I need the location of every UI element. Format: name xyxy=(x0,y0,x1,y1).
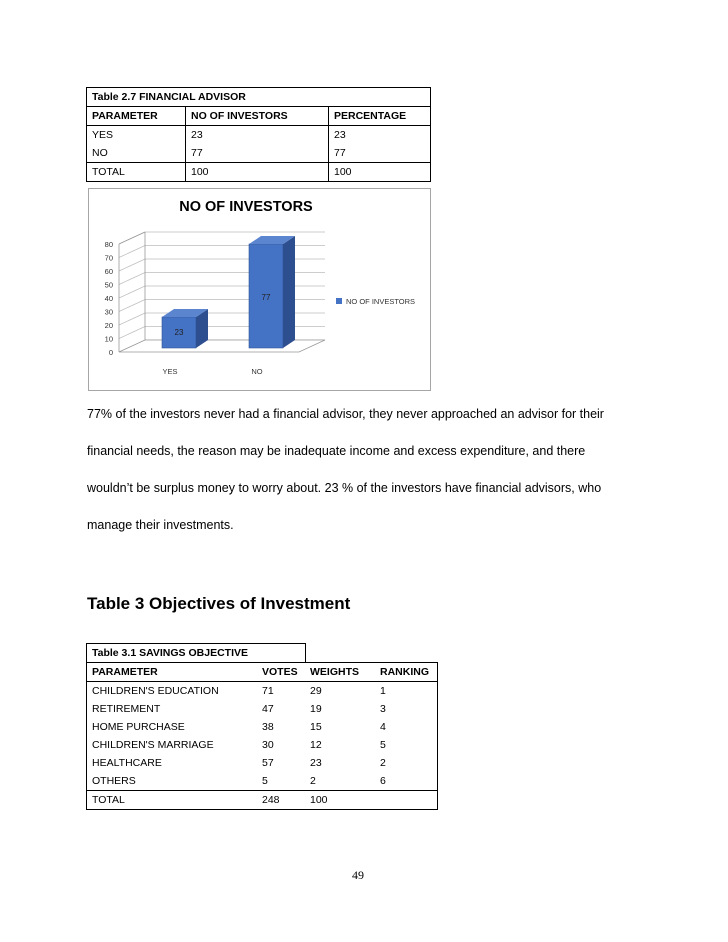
table-cell: 29 xyxy=(310,685,322,697)
paragraph-line: 77% of the investors never had a financial advisor, they never approached an advisor for their xyxy=(87,407,604,421)
table-cell: NO xyxy=(87,144,186,163)
table-row xyxy=(87,126,431,145)
table-cell: 23 xyxy=(310,757,322,769)
y-tick-label: 40 xyxy=(104,294,113,303)
table-cell: OTHERS xyxy=(87,772,258,791)
table-cell xyxy=(375,791,438,810)
y-tick-label: 0 xyxy=(108,348,113,357)
table-total-row xyxy=(87,791,438,810)
table-cell: CHILDREN'S EDUCATION xyxy=(87,682,258,701)
table-header-row xyxy=(87,663,438,682)
y-tick-label: 50 xyxy=(104,280,113,290)
table-row xyxy=(87,144,431,163)
table-cell: CHILDREN'S MARRIAGE xyxy=(87,736,258,754)
table-row xyxy=(87,754,438,772)
table-cell: TOTAL xyxy=(87,163,186,182)
paragraph-line: wouldn’t be surplus money to worry about. 23 % of the investors have financial advisors, who xyxy=(87,481,602,495)
table-cell: TOTAL xyxy=(87,791,258,810)
table-cell: 1 xyxy=(375,682,438,701)
bar-side xyxy=(283,236,295,348)
table-cell: 248 xyxy=(257,791,305,810)
table-cell: 38 xyxy=(262,721,274,733)
table-row xyxy=(87,682,438,701)
y-tick-label: 30 xyxy=(104,307,113,317)
table-cell: YES xyxy=(87,126,186,145)
table-cell: 100 xyxy=(329,163,431,182)
paragraph-line: financial needs, the reason may be inadequate income and excess expenditure, and there xyxy=(87,444,586,458)
table-cell: 77 xyxy=(334,147,346,159)
data-label: 23 xyxy=(174,327,184,337)
table-row xyxy=(87,700,438,718)
table-cell: 47 xyxy=(262,703,274,715)
table-row xyxy=(87,772,438,791)
table-cell: 2 xyxy=(375,754,438,772)
table-body xyxy=(87,682,438,791)
header-cell: NO OF INVESTORS xyxy=(186,107,329,126)
table-title-row xyxy=(87,88,431,107)
x-tick-label: NO xyxy=(251,367,263,376)
header-cell: WEIGHTS xyxy=(305,663,375,682)
paragraph-financial-advisor xyxy=(87,396,641,544)
table-financial-advisor xyxy=(86,87,431,182)
table-title: Table 2.7 FINANCIAL ADVISOR xyxy=(92,91,246,103)
header-cell: PERCENTAGE xyxy=(329,107,431,126)
table-cell: 30 xyxy=(262,739,274,751)
table-cell: HEALTHCARE xyxy=(87,754,258,772)
y-tick-label: 10 xyxy=(104,334,113,344)
table-row xyxy=(87,718,438,736)
legend-swatch xyxy=(336,298,342,304)
table-cell: 15 xyxy=(310,721,322,733)
chart-title: NO OF INVESTORS xyxy=(179,199,313,215)
table-cell: 12 xyxy=(310,739,322,751)
data-label: 77 xyxy=(261,293,271,302)
table-row xyxy=(87,736,438,754)
table-cell: HOME PURCHASE xyxy=(87,718,258,736)
chart-floor xyxy=(119,340,325,352)
y-tick-label: 60 xyxy=(104,267,113,276)
table-cell: 3 xyxy=(375,700,438,718)
table-cell: 4 xyxy=(375,718,438,736)
table-cell: 57 xyxy=(262,757,274,769)
header-cell: PARAMETER xyxy=(87,107,186,126)
header-cell: VOTES xyxy=(257,663,305,682)
investors-bar-chart xyxy=(88,188,431,391)
table-cell: 77 xyxy=(186,144,329,163)
header-cell: PARAMETER xyxy=(87,663,258,682)
table-cell: 5 xyxy=(262,775,268,787)
table-title: Table 3.1 SAVINGS OBJECTIVE xyxy=(87,644,306,663)
y-tick-label: 70 xyxy=(104,253,113,263)
y-tick-label: 20 xyxy=(104,321,113,330)
table-cell: 2 xyxy=(310,775,316,787)
table-cell: 100 xyxy=(305,791,375,810)
table-header-row xyxy=(87,107,431,126)
table-cell: 6 xyxy=(375,772,438,791)
table-cell: 71 xyxy=(262,685,274,697)
table-savings-objective xyxy=(86,643,438,810)
table-cell: 19 xyxy=(310,703,322,715)
table-cell: 5 xyxy=(375,736,438,754)
paragraph-line: manage their investments. xyxy=(87,518,234,532)
x-tick-label: YES xyxy=(162,367,178,376)
y-tick-label: 80 xyxy=(104,240,113,249)
table-cell: 23 xyxy=(329,126,431,145)
table-cell: 23 xyxy=(186,126,329,145)
page-number: 49 xyxy=(352,868,364,882)
section-heading: Table 3 Objectives of Investment xyxy=(87,594,351,613)
table-title-row xyxy=(87,644,438,663)
table-row xyxy=(87,163,431,182)
table-cell: RETIREMENT xyxy=(87,700,258,718)
header-cell: RANKING xyxy=(375,663,438,682)
table-cell: 100 xyxy=(186,163,329,182)
legend-label: NO OF INVESTORS xyxy=(346,297,416,306)
